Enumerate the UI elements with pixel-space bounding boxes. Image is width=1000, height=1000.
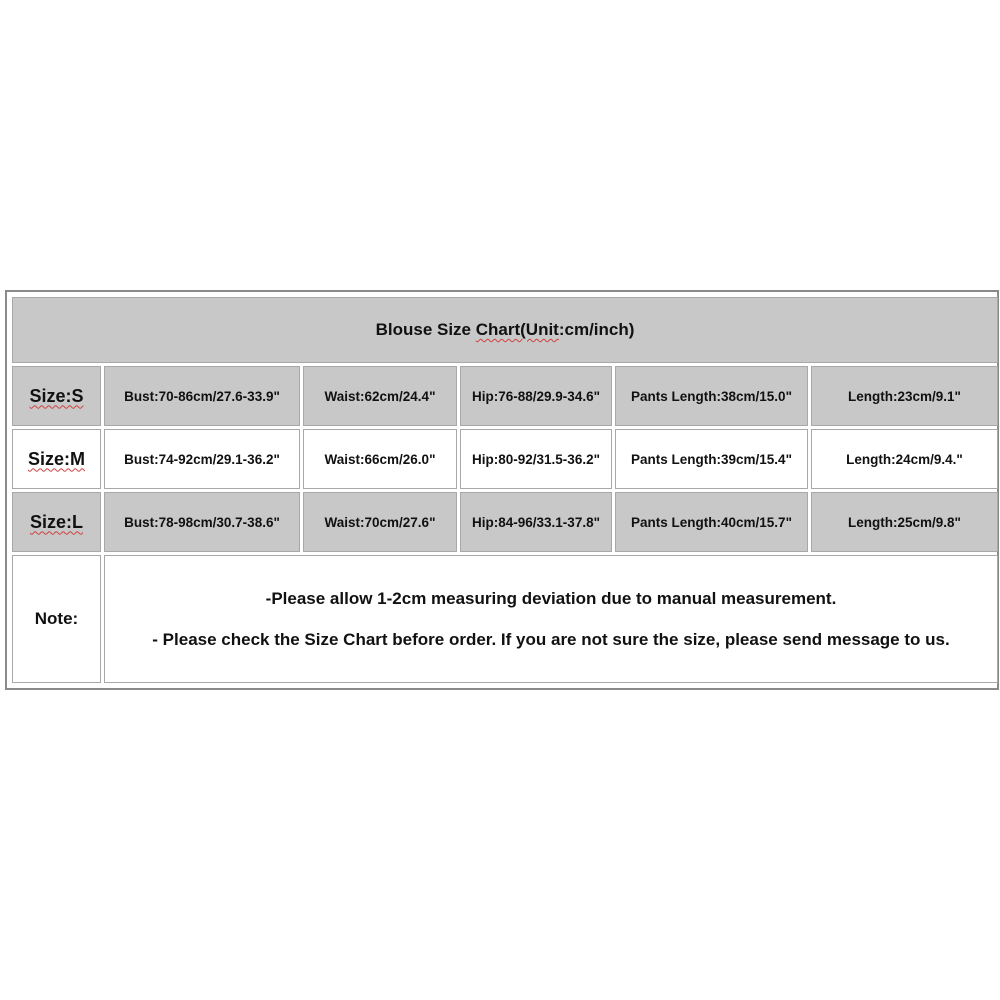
waist-cell: Waist:66cm/26.0" [303,429,457,489]
title-suffix: :cm/inch) [558,320,635,339]
note-line-2: - Please check the Size Chart before order. If you are not sure the size, please send message to us. [152,630,950,649]
note-line-1: -Please allow 1-2cm measuring deviation due to manual measurement. [265,589,837,608]
size-label-cell [12,366,101,426]
size-label: Size:M [27,448,85,469]
table-row [12,366,998,426]
length-cell: Length:24cm/9.4." [811,429,998,489]
hip-cell: Hip:84-96/33.1-37.8" [460,492,612,552]
pants-length-cell: Pants Length:39cm/15.4" [615,429,808,489]
pants-length-cell: Pants Length:38cm/15.0" [615,366,808,426]
title-prefix: Blouse Size [375,320,476,339]
title-wavy: Chart(Unit [475,320,559,339]
bust-cell: Bust:78-98cm/30.7-38.6" [104,492,300,552]
size-label: Size:S [29,385,84,406]
length-cell: Length:23cm/9.1" [811,366,998,426]
waist-cell: Waist:70cm/27.6" [303,492,457,552]
title-row [12,297,998,363]
note-body [104,555,998,683]
size-label: Size:L [29,511,83,532]
bust-cell: Bust:70-86cm/27.6-33.9" [104,366,300,426]
size-label-cell [12,429,101,489]
note-row [12,555,998,683]
bust-cell: Bust:74-92cm/29.1-36.2" [104,429,300,489]
pants-length-cell: Pants Length:40cm/15.7" [615,492,808,552]
size-chart [5,290,999,690]
waist-cell: Waist:62cm/24.4" [303,366,457,426]
table-row [12,492,998,552]
note-label: Note: [12,555,101,683]
table-row [12,429,998,489]
hip-cell: Hip:80-92/31.5-36.2" [460,429,612,489]
size-table [9,294,1000,686]
size-label-cell [12,492,101,552]
hip-cell: Hip:76-88/29.9-34.6" [460,366,612,426]
length-cell: Length:25cm/9.8" [811,492,998,552]
chart-title [12,297,998,363]
